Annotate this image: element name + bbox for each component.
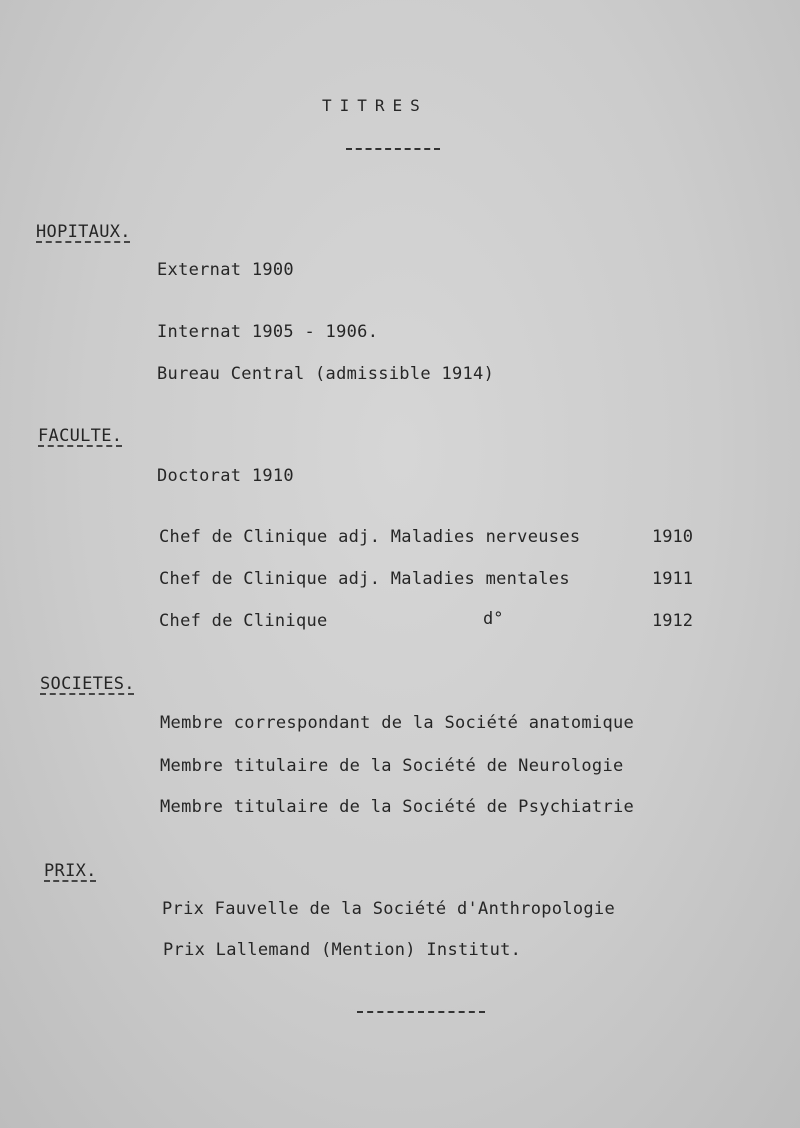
item-internat: Internat 1905 - 1906.: [157, 322, 379, 342]
chef-row-year: 1910: [652, 527, 693, 547]
title-divider: [346, 148, 440, 150]
chef-row-year: 1911: [652, 569, 693, 589]
item-doctorat: Doctorat 1910: [157, 466, 294, 486]
item-bureau-central: Bureau Central (admissible 1914): [157, 364, 495, 384]
item-societe: Membre correspondant de la Société anatomique: [160, 713, 635, 733]
end-divider: [357, 1011, 485, 1013]
chef-row-label: Chef de Clinique: [159, 611, 328, 631]
item-societe: Membre titulaire de la Société de Psychiatrie: [160, 797, 635, 817]
heading-societes: SOCIETES.: [40, 674, 135, 694]
item-prix: Prix Lallemand (Mention) Institut.: [163, 940, 522, 960]
item-prix: Prix Fauvelle de la Société d'Anthropologie: [162, 899, 615, 919]
chef-row-label: Chef de Clinique adj. Maladies nerveuses: [159, 527, 581, 547]
page-title: TITRES: [322, 96, 428, 115]
chef-row-ditto: d°: [483, 609, 504, 629]
item-externat: Externat 1900: [157, 260, 294, 280]
heading-faculte: FACULTE.: [38, 426, 123, 446]
heading-hopitaux: HOPITAUX.: [36, 222, 131, 242]
chef-row-label: Chef de Clinique adj. Maladies mentales: [159, 569, 570, 589]
heading-prix: PRIX.: [44, 861, 97, 881]
chef-row-year: 1912: [652, 611, 693, 631]
item-societe: Membre titulaire de la Société de Neurologie: [160, 756, 624, 776]
